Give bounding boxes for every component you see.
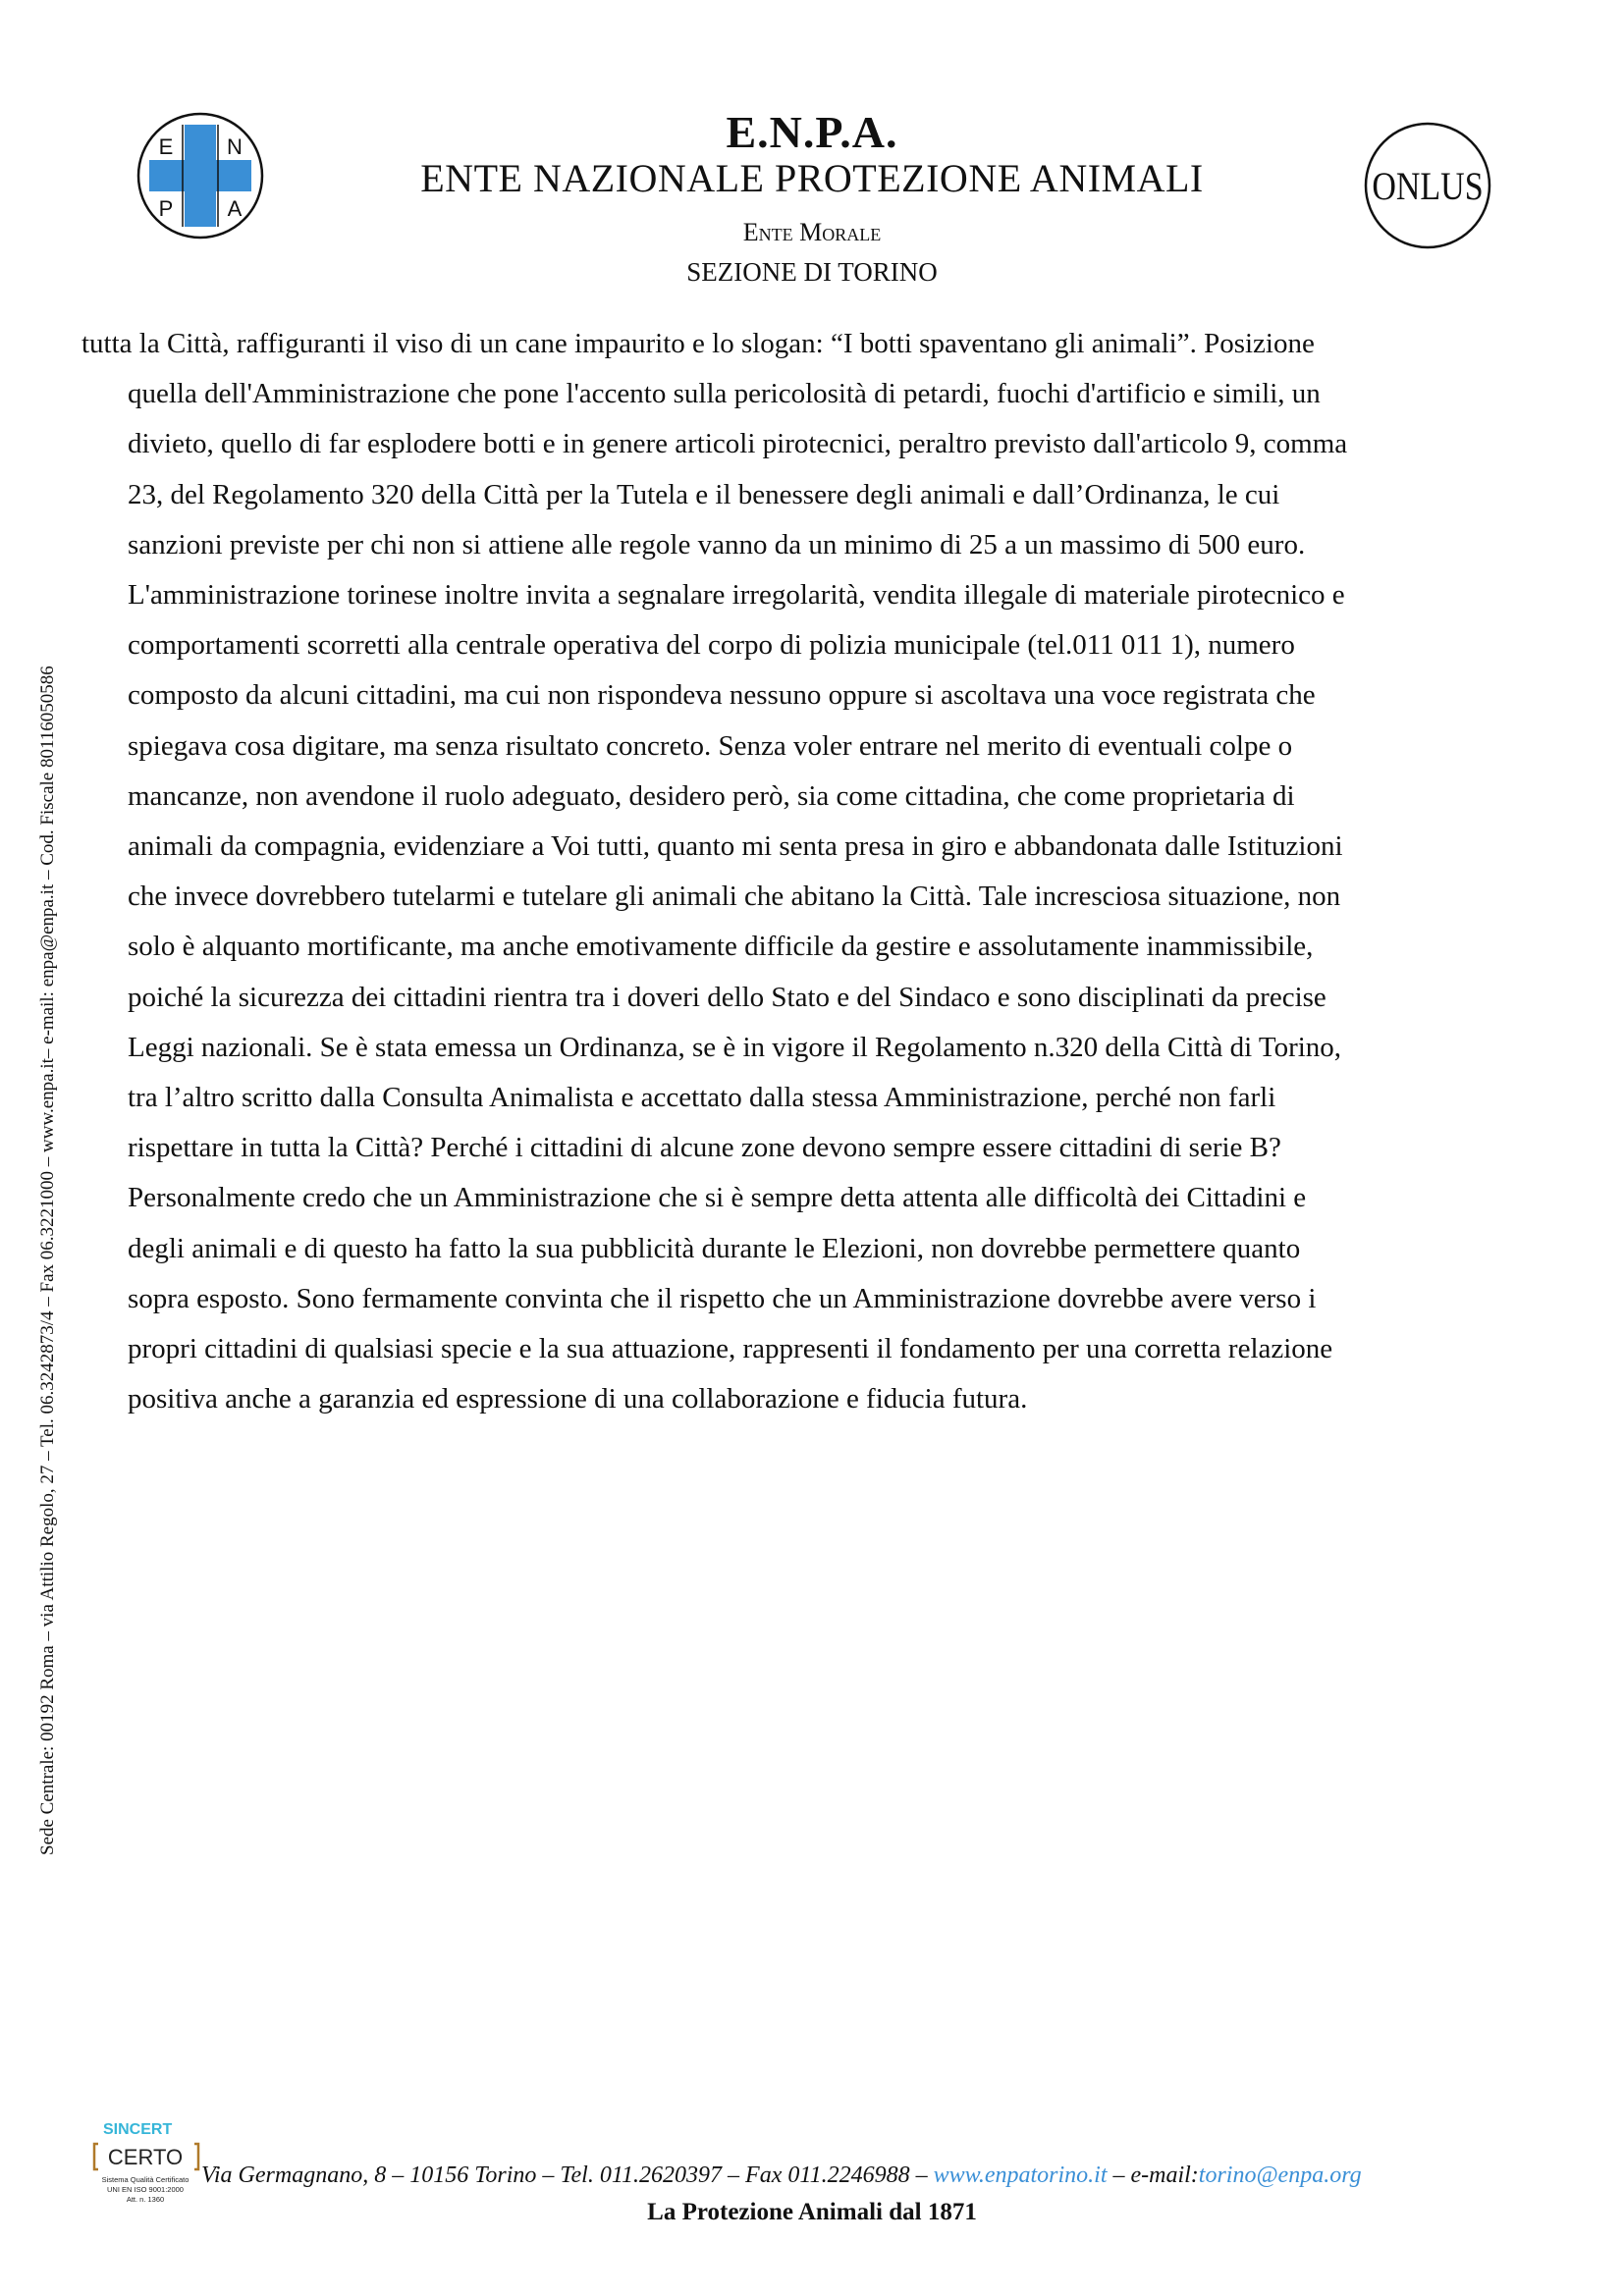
body-line: tutta la Città, raffiguranti il viso di un cane impaurito e lo slogan: “I botti spaventano gli animali”. Posizione [81,328,1315,359]
body-line: divieto, quello di far esplodere botti e in genere articoli pirotecnici, peraltro previsto dall'articolo 9, comma [128,428,1348,460]
logo-letter: N [227,134,243,159]
cert-name: CERTO [107,2145,184,2169]
email-label: – e-mail: [1107,2163,1199,2188]
footer-address: Via Germagnano, 8 – 10156 Torino – Tel. 011.2620397 – Fax 011.2246988 – [201,2163,934,2188]
body-line: Personalmente credo che un Amministrazione che si è sempre detta attenta alle difficoltà dei Cittadini e [128,1182,1307,1214]
org-acronym: E.N.P.A. [726,107,898,157]
sidebar-legal-info: Sede Centrale: 00192 Roma – via Attilio Regolo, 27 – Tel. 06.3242873/4 – Fax 06.3221000 – www.enpa.it– e-mail: enpa@enpa.it – Cod. Fiscale 80116050586 [37,666,58,1855]
body-line: sanzioni previste per chi non si attiene alle regole vanno da un minimo di 25 a un massimo di 500 euro. [128,528,1306,561]
website-link[interactable]: www.enpatorino.it [933,2163,1108,2188]
enpa-logo [135,111,265,240]
body-line: degli animali e di questo ha fatto la sua pubblicità durante le Elezioni, non dovrebbe permettere quanto [128,1232,1301,1264]
ente-morale-label: Ente Morale [742,218,882,246]
logo-letter: P [158,196,174,221]
body-line: animali da compagnia, evidenziare a Voi tutti, quanto mi senta presa in giro e abbandonata dalle Istituzioni [128,830,1343,862]
section-name: SEZIONE DI TORINO [686,257,938,287]
body-line: 23, del Regolamento 320 della Città per la Tutela e il benessere degli animali e dall’Ordinanza, le cui [128,478,1280,510]
body-line: quella dell'Amministrazione che pone l'accento sulla pericolosità di petardi, fuochi d'artificio e simili, un [128,378,1321,410]
logo-letter: E [158,134,174,159]
email-link[interactable]: torino@enpa.org [1198,2163,1362,2188]
body-line: spiegava cosa digitare, ma senza risultato concreto. Senza voler entrare nel merito di eventuali colpe o [128,729,1293,762]
body-line: L'amministrazione torinese inoltre invita a segnalare irregolarità, vendita illegale di materiale pirotecnico e [128,579,1345,611]
body-line: positiva anche a garanzia ed espressione di una collaborazione e fiducia futura. [128,1383,1028,1415]
body-line: rispettare in tutta la Città? Perché i cittadini di alcune zone devono sempre essere cittadini di serie B? [128,1132,1281,1164]
cert-line: UNI EN ISO 9001:2000 [107,2185,184,2194]
body-line: tra l’altro scritto dalla Consulta Animalista e accettato dalla stessa Amministrazione, perché non farli [128,1082,1276,1113]
logo-letter: A [227,196,243,221]
body-line: Leggi nazionali. Se è stata emessa un Ordinanza, se è in vigore il Regolamento n.320 della Città di Torino, [128,1031,1342,1063]
body-line: propri cittadini di qualsiasi specie e la sua attuazione, rappresenti il fondamento per una corretta relazione [128,1333,1333,1364]
org-full-name: ENTE NAZIONALE PROTEZIONE ANIMALI [420,156,1204,200]
onlus-logo-text: ONLUS [1372,165,1484,209]
footer-tagline: La Protezione Animali dal 1871 [647,2199,977,2225]
footer-contact [201,2163,1478,2189]
body-line: che invece dovrebbero tutelarmi e tutelare gli animali che abitano la Città. Tale incresciosa situazione, non [128,881,1341,913]
onlus-logo [1363,121,1492,250]
body-line: mancanze, non avendone il ruolo adeguato, desidero però, sia come cittadina, che come proprietaria di [128,779,1295,812]
body-line: composto da alcuni cittadini, ma cui non rispondeva nessuno oppure si ascoltava una voce registrata che [128,679,1316,712]
body-line: sopra esposto. Sono fermamente convinta che il rispetto che un Amministrazione dovrebbe avere verso i [128,1282,1317,1314]
cert-line: Sistema Qualità Certificato [101,2175,189,2184]
cert-brand: SINCERT [103,2121,173,2138]
body-line: poiché la sicurezza dei cittadini rientra tra i doveri dello Stato e del Sindaco e sono disciplinati da precise [128,981,1326,1013]
cert-line: Att. n. 1360 [126,2195,165,2204]
body-line: solo è alquanto mortificante, ma anche emotivamente difficile da gestire e assolutamente inammissibile, [128,931,1314,963]
body-line: comportamenti scorretti alla centrale operativa del corpo di polizia municipale (tel.011 011 1), numero [128,629,1295,662]
